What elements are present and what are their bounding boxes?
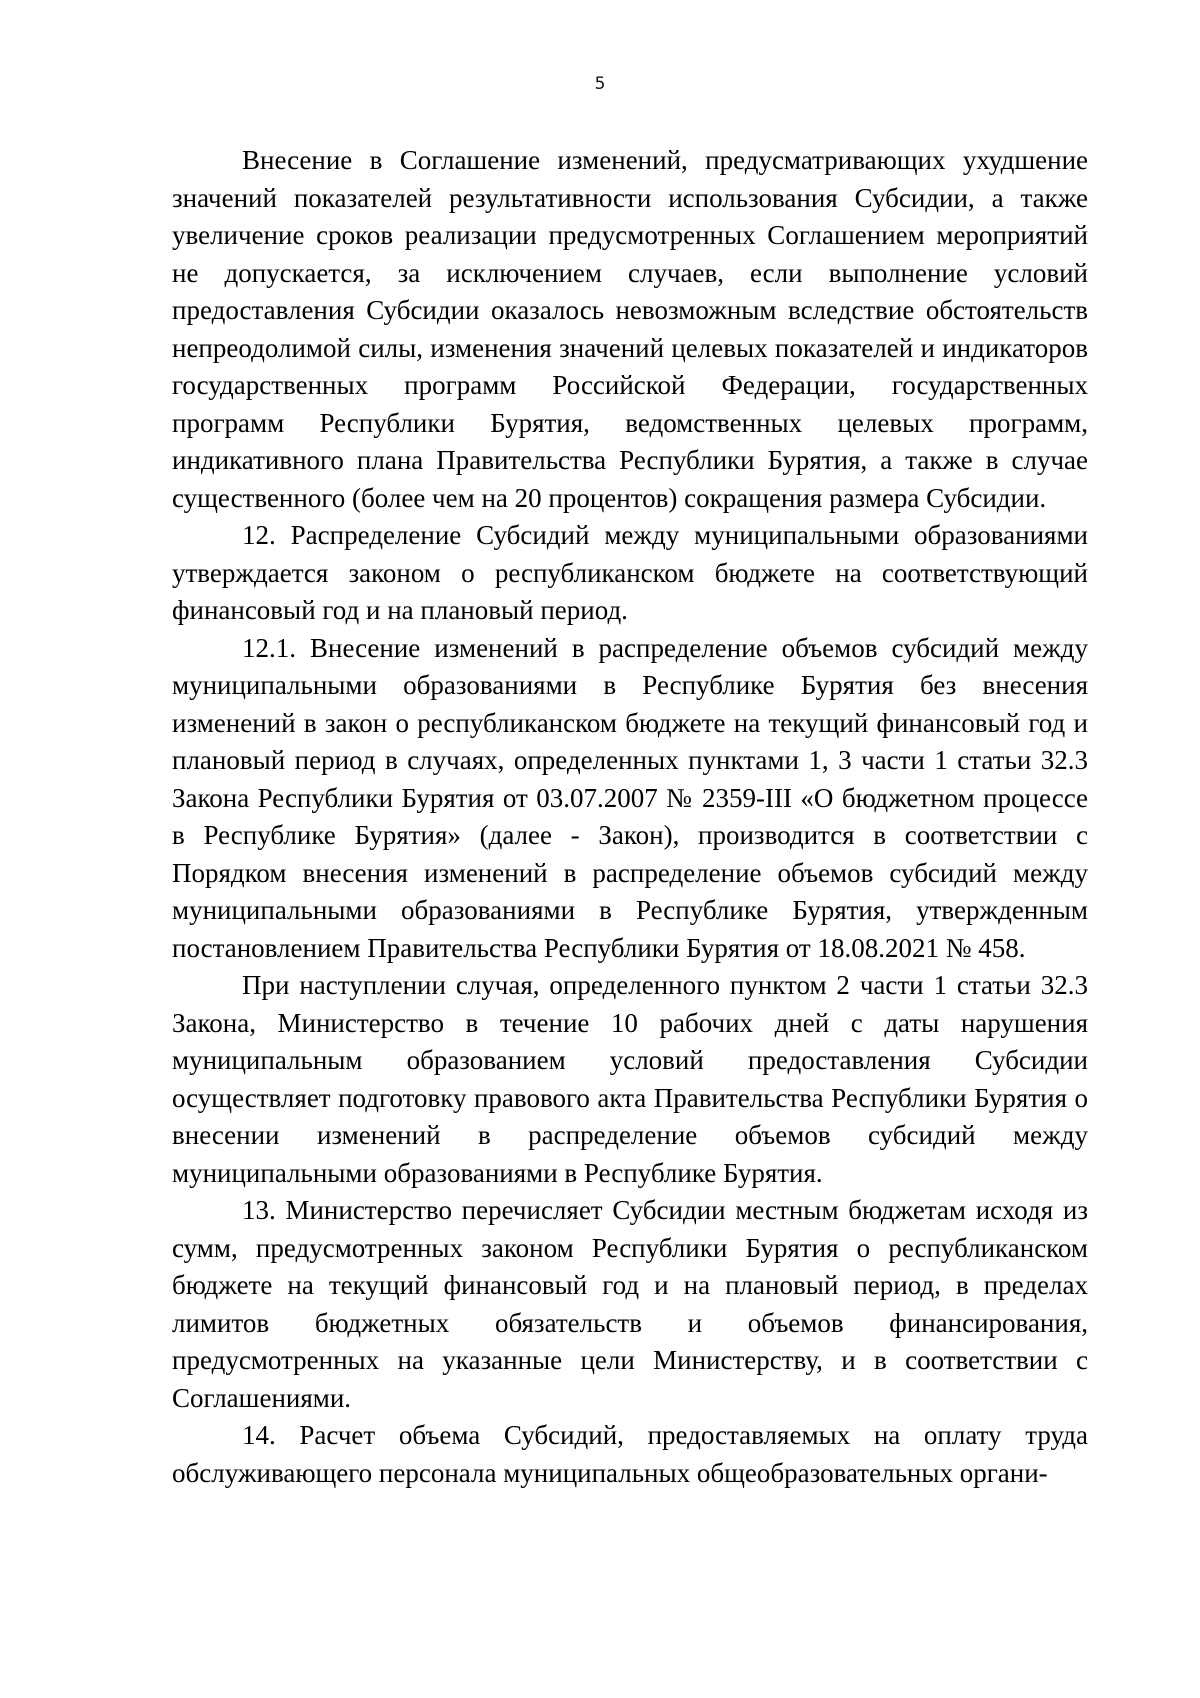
paragraph-13: 13. Министерство перечисляет Субсидии местным бюджетам исходя из сумм, предусмотренных законом Республики Бурятия о республиканском бюджете на текущий финансовый год и на плановый период, в пределах лимитов бюджетных обязательств и объемов финансирования, предусмотренных на указанные цели Министерству, и в соответствии с Соглашениями. [172, 1195, 1088, 1413]
document-body [172, 142, 1088, 1492]
paragraph-14: 14. Расчет объема Субсидий, предоставляемых на оплату труда обслуживающего персонала муниципальных общеобразовательных органи- [172, 1420, 1088, 1488]
page-number: 5 [594, 74, 606, 94]
paragraph-12-1: 12.1. Внесение изменений в распределение объемов субсидий между муниципальными образованиями в Республике Бурятия без внесения изменений в закон о республиканском бюджете на текущий финансовый год и плановый период в случаях, определенных пунктами 1, 3 части 1 статьи 32.3 Закона Республики Бурятия от 03.07.2007 № 2359-III «О бюджетном процессе в Республике Бурятия» (далее - Закон), производится в соответствии с Порядком внесения изменений в распределение объемов субсидий между муниципальными образованиями в Республике Бурятия, утвержденным постановлением Правительства Республики Бурятия от 18.08.2021 № 458. [172, 632, 1088, 963]
paragraph-case-occurrence: При наступлении случая, определенного пунктом 2 части 1 статьи 32.3 Закона, Министерство в течение 10 рабочих дней с даты нарушения муниципальным образованием условий предоставления Субсидии осуществляет подготовку правового акта Правительства Республики Бурятия о внесении изменений в распределение объемов субсидий между муниципальными образованиями в Республике Бурятия. [172, 970, 1088, 1188]
paragraph-agreement-changes: Внесение в Соглашение изменений, предусматривающих ухудшение значений показателей результативности использования Субсидии, а также увеличение сроков реализации предусмотренных Соглашением мероприятий не допускается, за исключением случаев, если выполнение условий предоставления Субсидии оказалось невозможным вследствие обстоятельств непреодолимой силы, изменения значений целевых показателей и индикаторов государственных программ Российской Федерации, государственных программ Республики Бурятия, ведомственных целевых программ, индикативного плана Правительства Республики Бурятия, а также в случае существенного (более чем на 20 процентов) сокращения размера Субсидии. [172, 145, 1088, 513]
paragraph-12: 12. Распределение Субсидий между муниципальными образованиями утверждается законом о республиканском бюджете на соответствующий финансовый год и на плановый период. [172, 520, 1088, 625]
